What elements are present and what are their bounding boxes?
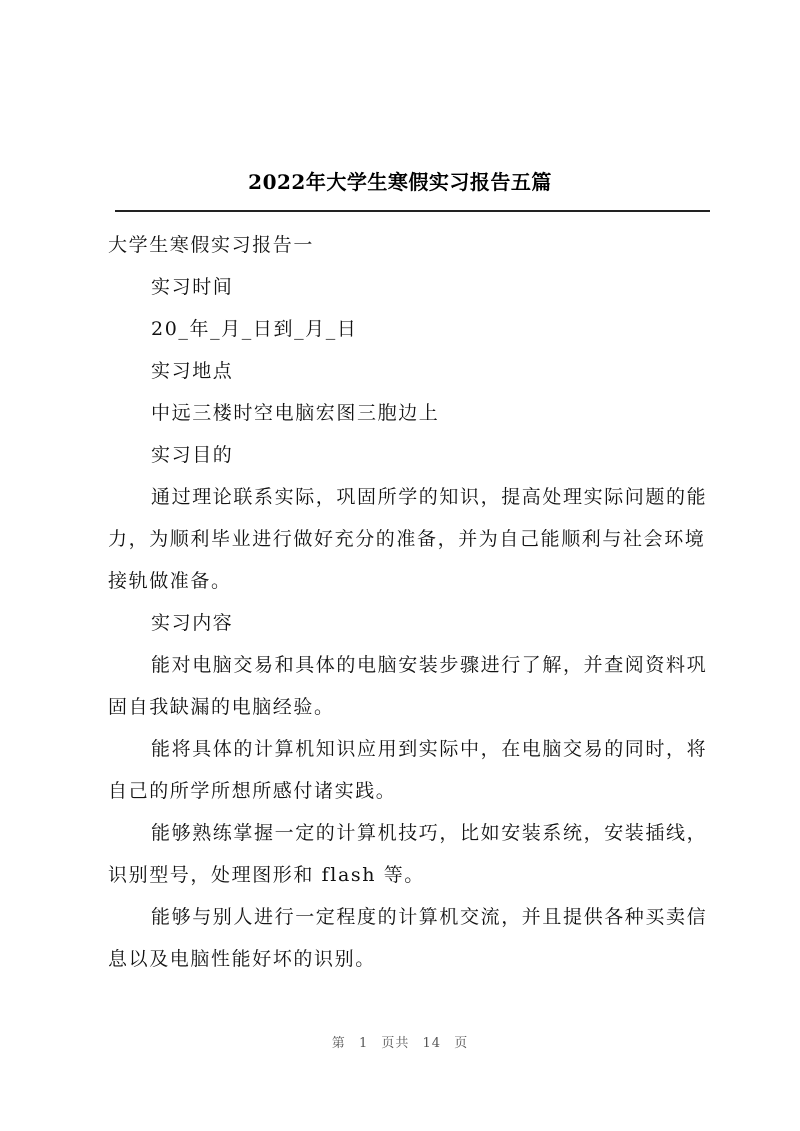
paragraph: 中远三楼时空电脑宏图三胞边上	[151, 402, 440, 424]
paragraph: 能够熟练掌握一定的计算机技巧，比如安装系统，安装插线，识别型号，处理图形和 flash 等。	[108, 822, 708, 886]
paragraph: 实习时间	[151, 276, 234, 298]
total-pages: 14	[422, 1036, 442, 1051]
document-body	[108, 224, 712, 980]
paragraph: 能将具体的计算机知识应用到实际中，在电脑交易的同时，将自己的所学所想所感付诸实践。	[108, 738, 708, 802]
footer-suffix: 页	[454, 1036, 469, 1051]
paragraph: 能对电脑交易和具体的电脑安装步骤进行了解，并查阅资料巩固自我缺漏的电脑经验。	[108, 654, 708, 718]
paragraph: 实习目的	[151, 444, 234, 466]
paragraph: 实习地点	[151, 360, 234, 382]
paragraph: 20_年_月_日到_月_日	[151, 318, 358, 340]
footer-middle: 页共	[381, 1036, 410, 1051]
paragraph: 通过理论联系实际，巩固所学的知识，提高处理实际问题的能力，为顺利毕业进行做好充分的准备，并为自己能顺利与社会环境接轨做准备。	[108, 486, 708, 592]
footer-prefix: 第	[331, 1036, 346, 1051]
title-divider	[115, 210, 710, 212]
page-footer	[0, 1032, 800, 1051]
page-number: 1	[358, 1036, 369, 1051]
section-heading: 大学生寒假实习报告一	[108, 234, 315, 256]
document-title: 2022年大学生寒假实习报告五篇	[248, 170, 552, 194]
paragraph: 实习内容	[151, 612, 234, 634]
paragraph: 能够与别人进行一定程度的计算机交流，并且提供各种买卖信息以及电脑性能好坏的识别。	[108, 906, 708, 970]
